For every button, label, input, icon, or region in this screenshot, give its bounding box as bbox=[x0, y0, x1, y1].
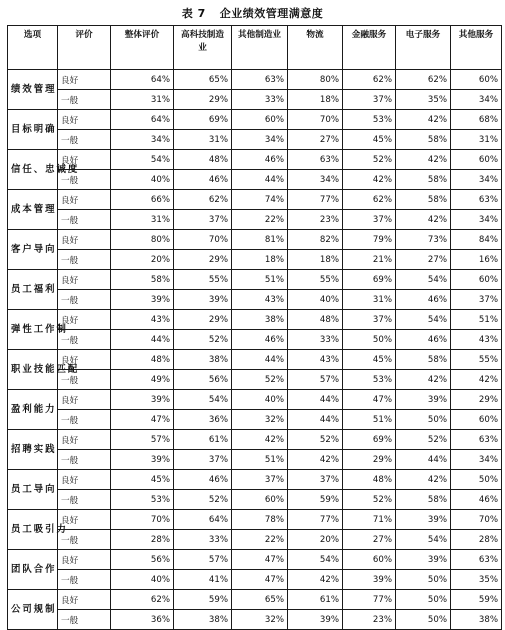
value-cell: 40% bbox=[111, 570, 174, 590]
value-cell: 49% bbox=[111, 370, 174, 390]
value-cell: 44% bbox=[232, 170, 288, 190]
col-header-other-manufacturing: 其他制造业 bbox=[232, 26, 288, 70]
value-cell: 42% bbox=[288, 450, 343, 470]
value-cell: 54% bbox=[396, 310, 451, 330]
value-cell: 41% bbox=[174, 570, 232, 590]
value-cell: 60% bbox=[451, 150, 502, 170]
value-cell: 54% bbox=[396, 530, 451, 550]
value-cell: 59% bbox=[288, 490, 343, 510]
value-cell: 22% bbox=[232, 210, 288, 230]
value-cell: 69% bbox=[174, 110, 232, 130]
value-cell: 69% bbox=[343, 270, 396, 290]
value-cell: 35% bbox=[451, 570, 502, 590]
value-cell: 44% bbox=[288, 410, 343, 430]
value-cell: 20% bbox=[288, 530, 343, 550]
value-cell: 28% bbox=[111, 530, 174, 550]
value-cell: 52% bbox=[396, 430, 451, 450]
table-row bbox=[8, 230, 502, 250]
value-cell: 45% bbox=[343, 130, 396, 150]
value-cell: 55% bbox=[174, 270, 232, 290]
value-cell: 39% bbox=[396, 390, 451, 410]
value-cell: 36% bbox=[174, 410, 232, 430]
value-cell: 60% bbox=[451, 410, 502, 430]
value-cell: 55% bbox=[451, 350, 502, 370]
value-cell: 51% bbox=[451, 310, 502, 330]
value-cell: 43% bbox=[111, 310, 174, 330]
table-row bbox=[8, 410, 502, 430]
value-cell: 44% bbox=[111, 330, 174, 350]
rating-cell: 良好 bbox=[58, 470, 111, 490]
value-cell: 44% bbox=[396, 450, 451, 470]
value-cell: 38% bbox=[174, 610, 232, 630]
value-cell: 77% bbox=[343, 590, 396, 610]
value-cell: 47% bbox=[232, 570, 288, 590]
value-cell: 53% bbox=[343, 370, 396, 390]
value-cell: 58% bbox=[111, 270, 174, 290]
table-row bbox=[8, 130, 502, 150]
value-cell: 46% bbox=[451, 490, 502, 510]
table-row bbox=[8, 310, 502, 330]
rating-cell: 良好 bbox=[58, 390, 111, 410]
value-cell: 29% bbox=[174, 250, 232, 270]
value-cell: 53% bbox=[343, 110, 396, 130]
value-cell: 70% bbox=[174, 230, 232, 250]
value-cell: 39% bbox=[111, 450, 174, 470]
rating-cell: 一般 bbox=[58, 530, 111, 550]
value-cell: 56% bbox=[174, 370, 232, 390]
value-cell: 34% bbox=[451, 170, 502, 190]
value-cell: 37% bbox=[174, 450, 232, 470]
value-cell: 37% bbox=[174, 210, 232, 230]
value-cell: 29% bbox=[174, 310, 232, 330]
value-cell: 27% bbox=[288, 130, 343, 150]
value-cell: 37% bbox=[343, 90, 396, 110]
value-cell: 27% bbox=[343, 530, 396, 550]
value-cell: 54% bbox=[111, 150, 174, 170]
value-cell: 61% bbox=[288, 590, 343, 610]
table-title: 企业绩效管理满意度 bbox=[219, 7, 324, 20]
value-cell: 58% bbox=[396, 130, 451, 150]
value-cell: 28% bbox=[451, 530, 502, 550]
rating-cell: 良好 bbox=[58, 590, 111, 610]
value-cell: 33% bbox=[174, 530, 232, 550]
table-row bbox=[8, 490, 502, 510]
value-cell: 31% bbox=[451, 130, 502, 150]
rating-cell: 良好 bbox=[58, 230, 111, 250]
value-cell: 21% bbox=[343, 250, 396, 270]
value-cell: 34% bbox=[232, 130, 288, 150]
metric-label: 绩效管理 bbox=[8, 70, 58, 110]
value-cell: 18% bbox=[288, 250, 343, 270]
metric-label: 盈利能力 bbox=[8, 390, 58, 430]
value-cell: 77% bbox=[288, 190, 343, 210]
value-cell: 68% bbox=[451, 110, 502, 130]
value-cell: 54% bbox=[396, 270, 451, 290]
table-row bbox=[8, 210, 502, 230]
table-row bbox=[8, 250, 502, 270]
value-cell: 42% bbox=[396, 210, 451, 230]
rating-cell: 良好 bbox=[58, 350, 111, 370]
value-cell: 42% bbox=[232, 430, 288, 450]
rating-cell: 一般 bbox=[58, 170, 111, 190]
rating-cell: 良好 bbox=[58, 110, 111, 130]
value-cell: 42% bbox=[396, 110, 451, 130]
value-cell: 39% bbox=[288, 610, 343, 630]
col-header-hightech-manufacturing: 高科技制造业 bbox=[174, 26, 232, 70]
table-row bbox=[8, 510, 502, 530]
value-cell: 32% bbox=[232, 410, 288, 430]
value-cell: 51% bbox=[343, 410, 396, 430]
metric-label: 弹性工作制 bbox=[8, 310, 58, 350]
value-cell: 80% bbox=[288, 70, 343, 90]
value-cell: 57% bbox=[174, 550, 232, 570]
rating-cell: 一般 bbox=[58, 290, 111, 310]
value-cell: 39% bbox=[174, 290, 232, 310]
value-cell: 46% bbox=[232, 330, 288, 350]
value-cell: 80% bbox=[111, 230, 174, 250]
rating-cell: 一般 bbox=[58, 610, 111, 630]
value-cell: 34% bbox=[288, 170, 343, 190]
col-header-electronic-services: 电子服务 bbox=[396, 26, 451, 70]
value-cell: 38% bbox=[174, 350, 232, 370]
value-cell: 61% bbox=[174, 430, 232, 450]
value-cell: 58% bbox=[396, 350, 451, 370]
value-cell: 40% bbox=[232, 390, 288, 410]
value-cell: 48% bbox=[288, 310, 343, 330]
value-cell: 56% bbox=[111, 550, 174, 570]
value-cell: 48% bbox=[111, 350, 174, 370]
value-cell: 66% bbox=[111, 190, 174, 210]
value-cell: 39% bbox=[396, 550, 451, 570]
value-cell: 71% bbox=[343, 510, 396, 530]
value-cell: 62% bbox=[174, 190, 232, 210]
table-row bbox=[8, 190, 502, 210]
value-cell: 34% bbox=[451, 450, 502, 470]
value-cell: 34% bbox=[451, 90, 502, 110]
metric-label: 公司规制 bbox=[8, 590, 58, 630]
col-header-overall: 整体评价 bbox=[111, 26, 174, 70]
value-cell: 39% bbox=[396, 510, 451, 530]
table-row bbox=[8, 330, 502, 350]
rating-cell: 良好 bbox=[58, 430, 111, 450]
value-cell: 42% bbox=[343, 170, 396, 190]
table-row bbox=[8, 590, 502, 610]
value-cell: 63% bbox=[232, 70, 288, 90]
value-cell: 45% bbox=[111, 470, 174, 490]
value-cell: 32% bbox=[232, 610, 288, 630]
rating-cell: 一般 bbox=[58, 570, 111, 590]
value-cell: 46% bbox=[396, 330, 451, 350]
metric-label: 员工福利 bbox=[8, 270, 58, 310]
value-cell: 44% bbox=[288, 390, 343, 410]
value-cell: 39% bbox=[111, 290, 174, 310]
value-cell: 74% bbox=[232, 190, 288, 210]
table-row bbox=[8, 610, 502, 630]
table-body bbox=[8, 70, 502, 630]
value-cell: 58% bbox=[396, 170, 451, 190]
metric-label: 员工导向 bbox=[8, 470, 58, 510]
value-cell: 37% bbox=[343, 310, 396, 330]
value-cell: 38% bbox=[232, 310, 288, 330]
metric-label: 目标明确 bbox=[8, 110, 58, 150]
rating-cell: 良好 bbox=[58, 550, 111, 570]
value-cell: 52% bbox=[343, 150, 396, 170]
value-cell: 46% bbox=[232, 150, 288, 170]
value-cell: 29% bbox=[174, 90, 232, 110]
rating-cell: 一般 bbox=[58, 210, 111, 230]
table-row bbox=[8, 270, 502, 290]
value-cell: 69% bbox=[343, 430, 396, 450]
metric-label: 团队合作 bbox=[8, 550, 58, 590]
value-cell: 23% bbox=[343, 610, 396, 630]
value-cell: 31% bbox=[174, 130, 232, 150]
value-cell: 40% bbox=[111, 170, 174, 190]
value-cell: 52% bbox=[343, 490, 396, 510]
value-cell: 29% bbox=[343, 450, 396, 470]
value-cell: 34% bbox=[111, 130, 174, 150]
value-cell: 46% bbox=[396, 290, 451, 310]
value-cell: 40% bbox=[288, 290, 343, 310]
value-cell: 18% bbox=[232, 250, 288, 270]
value-cell: 29% bbox=[451, 390, 502, 410]
rating-cell: 一般 bbox=[58, 330, 111, 350]
rating-cell: 一般 bbox=[58, 90, 111, 110]
col-header-rating: 评价 bbox=[58, 26, 111, 70]
value-cell: 70% bbox=[288, 110, 343, 130]
rating-cell: 一般 bbox=[58, 250, 111, 270]
value-cell: 79% bbox=[343, 230, 396, 250]
rating-cell: 良好 bbox=[58, 150, 111, 170]
table-number: 表 7 bbox=[181, 7, 206, 20]
value-cell: 50% bbox=[396, 610, 451, 630]
value-cell: 42% bbox=[288, 570, 343, 590]
value-cell: 50% bbox=[451, 470, 502, 490]
value-cell: 34% bbox=[451, 210, 502, 230]
rating-cell: 良好 bbox=[58, 310, 111, 330]
value-cell: 50% bbox=[396, 590, 451, 610]
value-cell: 52% bbox=[232, 370, 288, 390]
rating-cell: 良好 bbox=[58, 270, 111, 290]
value-cell: 50% bbox=[396, 410, 451, 430]
header-row bbox=[8, 26, 502, 70]
satisfaction-table bbox=[7, 25, 502, 630]
value-cell: 39% bbox=[343, 570, 396, 590]
value-cell: 60% bbox=[343, 550, 396, 570]
metric-label: 招聘实践 bbox=[8, 430, 58, 470]
value-cell: 55% bbox=[288, 270, 343, 290]
value-cell: 39% bbox=[111, 390, 174, 410]
col-header-other-services: 其他服务 bbox=[451, 26, 502, 70]
value-cell: 84% bbox=[451, 230, 502, 250]
rating-cell: 良好 bbox=[58, 190, 111, 210]
table-row bbox=[8, 110, 502, 130]
value-cell: 33% bbox=[232, 90, 288, 110]
value-cell: 60% bbox=[451, 270, 502, 290]
value-cell: 20% bbox=[111, 250, 174, 270]
value-cell: 46% bbox=[174, 170, 232, 190]
value-cell: 73% bbox=[396, 230, 451, 250]
value-cell: 62% bbox=[396, 70, 451, 90]
value-cell: 62% bbox=[111, 590, 174, 610]
value-cell: 62% bbox=[343, 70, 396, 90]
value-cell: 38% bbox=[451, 610, 502, 630]
value-cell: 53% bbox=[111, 490, 174, 510]
value-cell: 31% bbox=[111, 210, 174, 230]
value-cell: 51% bbox=[232, 270, 288, 290]
value-cell: 60% bbox=[451, 70, 502, 90]
metric-label: 职业技能匹配 bbox=[8, 350, 58, 390]
rating-cell: 一般 bbox=[58, 410, 111, 430]
value-cell: 63% bbox=[288, 150, 343, 170]
value-cell: 63% bbox=[451, 430, 502, 450]
value-cell: 60% bbox=[232, 490, 288, 510]
value-cell: 47% bbox=[111, 410, 174, 430]
value-cell: 31% bbox=[343, 290, 396, 310]
value-cell: 64% bbox=[111, 70, 174, 90]
table-row bbox=[8, 70, 502, 90]
value-cell: 47% bbox=[232, 550, 288, 570]
metric-label: 成本管理 bbox=[8, 190, 58, 230]
value-cell: 18% bbox=[288, 90, 343, 110]
table-row bbox=[8, 170, 502, 190]
value-cell: 42% bbox=[396, 150, 451, 170]
value-cell: 78% bbox=[232, 510, 288, 530]
value-cell: 63% bbox=[451, 550, 502, 570]
value-cell: 31% bbox=[111, 90, 174, 110]
table-row bbox=[8, 90, 502, 110]
value-cell: 43% bbox=[288, 350, 343, 370]
table-caption bbox=[0, 5, 505, 21]
value-cell: 46% bbox=[174, 470, 232, 490]
table-row bbox=[8, 390, 502, 410]
value-cell: 70% bbox=[111, 510, 174, 530]
value-cell: 82% bbox=[288, 230, 343, 250]
value-cell: 58% bbox=[396, 490, 451, 510]
metric-label: 信任、忠诚度 bbox=[8, 150, 58, 190]
value-cell: 54% bbox=[288, 550, 343, 570]
value-cell: 70% bbox=[451, 510, 502, 530]
value-cell: 37% bbox=[288, 470, 343, 490]
metric-label: 员工吸引力 bbox=[8, 510, 58, 550]
rating-cell: 一般 bbox=[58, 450, 111, 470]
value-cell: 42% bbox=[451, 370, 502, 390]
table-row bbox=[8, 370, 502, 390]
value-cell: 65% bbox=[174, 70, 232, 90]
value-cell: 52% bbox=[174, 490, 232, 510]
value-cell: 23% bbox=[288, 210, 343, 230]
table-row bbox=[8, 530, 502, 550]
table-row bbox=[8, 550, 502, 570]
table-row bbox=[8, 450, 502, 470]
value-cell: 43% bbox=[232, 290, 288, 310]
value-cell: 77% bbox=[288, 510, 343, 530]
value-cell: 59% bbox=[451, 590, 502, 610]
value-cell: 64% bbox=[174, 510, 232, 530]
value-cell: 59% bbox=[174, 590, 232, 610]
value-cell: 35% bbox=[396, 90, 451, 110]
value-cell: 36% bbox=[111, 610, 174, 630]
value-cell: 44% bbox=[232, 350, 288, 370]
rating-cell: 一般 bbox=[58, 490, 111, 510]
rating-cell: 一般 bbox=[58, 370, 111, 390]
value-cell: 27% bbox=[396, 250, 451, 270]
value-cell: 37% bbox=[451, 290, 502, 310]
value-cell: 51% bbox=[232, 450, 288, 470]
value-cell: 37% bbox=[232, 470, 288, 490]
value-cell: 22% bbox=[232, 530, 288, 550]
value-cell: 57% bbox=[111, 430, 174, 450]
table-row bbox=[8, 430, 502, 450]
value-cell: 62% bbox=[343, 190, 396, 210]
value-cell: 52% bbox=[174, 330, 232, 350]
value-cell: 50% bbox=[343, 330, 396, 350]
rating-cell: 一般 bbox=[58, 130, 111, 150]
col-header-financial-services: 金融服务 bbox=[343, 26, 396, 70]
table-row bbox=[8, 150, 502, 170]
rating-cell: 良好 bbox=[58, 510, 111, 530]
value-cell: 42% bbox=[396, 370, 451, 390]
value-cell: 52% bbox=[288, 430, 343, 450]
value-cell: 50% bbox=[396, 570, 451, 590]
value-cell: 48% bbox=[174, 150, 232, 170]
value-cell: 54% bbox=[174, 390, 232, 410]
value-cell: 47% bbox=[343, 390, 396, 410]
table-row bbox=[8, 470, 502, 490]
value-cell: 37% bbox=[343, 210, 396, 230]
value-cell: 42% bbox=[396, 470, 451, 490]
value-cell: 58% bbox=[396, 190, 451, 210]
col-header-logistics: 物流 bbox=[288, 26, 343, 70]
value-cell: 60% bbox=[232, 110, 288, 130]
col-header-option: 选项 bbox=[8, 26, 58, 70]
table-row bbox=[8, 290, 502, 310]
rating-cell: 良好 bbox=[58, 70, 111, 90]
value-cell: 45% bbox=[343, 350, 396, 370]
value-cell: 65% bbox=[232, 590, 288, 610]
value-cell: 57% bbox=[288, 370, 343, 390]
value-cell: 48% bbox=[343, 470, 396, 490]
value-cell: 81% bbox=[232, 230, 288, 250]
table-row bbox=[8, 350, 502, 370]
value-cell: 16% bbox=[451, 250, 502, 270]
metric-label: 客户导向 bbox=[8, 230, 58, 270]
value-cell: 43% bbox=[451, 330, 502, 350]
table-row bbox=[8, 570, 502, 590]
value-cell: 64% bbox=[111, 110, 174, 130]
value-cell: 63% bbox=[451, 190, 502, 210]
value-cell: 33% bbox=[288, 330, 343, 350]
